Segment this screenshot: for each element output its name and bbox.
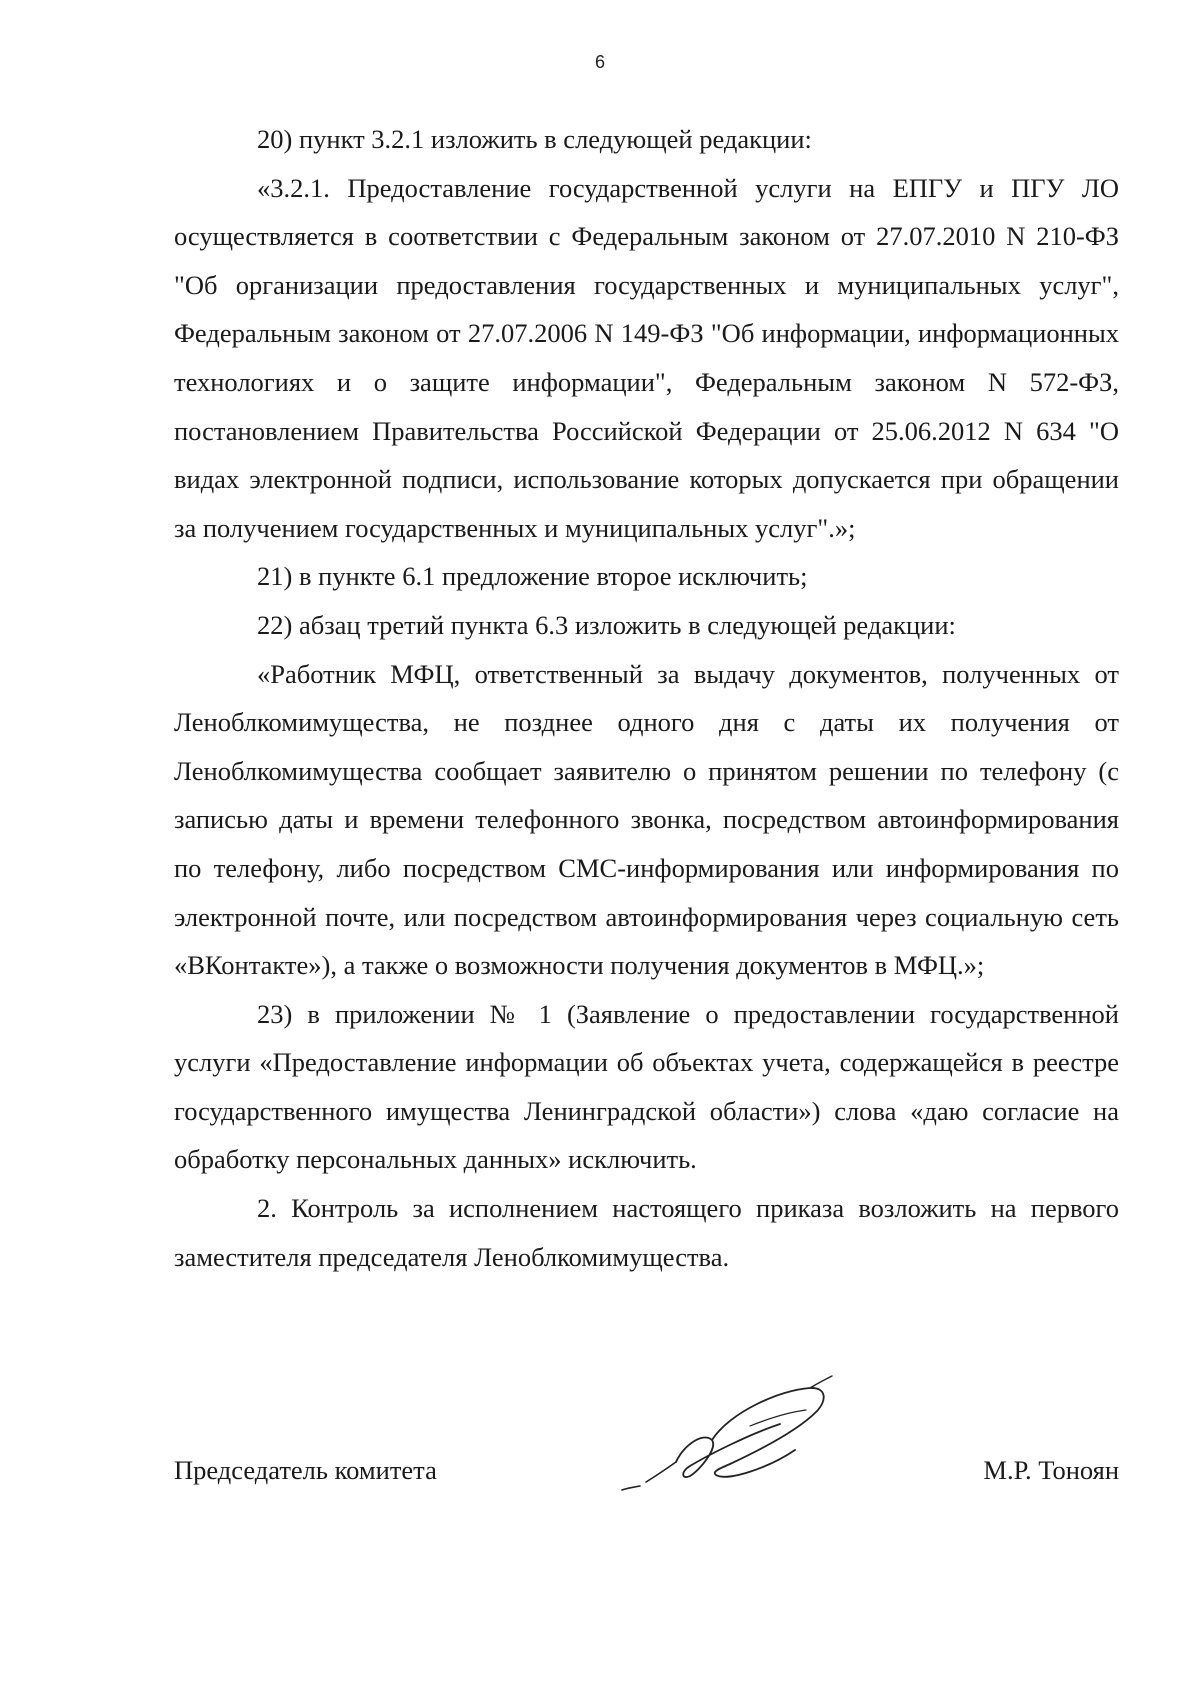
- signer-title: Председатель комитета: [174, 1455, 437, 1485]
- handwritten-signature: [620, 1372, 835, 1502]
- paragraph-item-22: 22) абзац третий пункта 6.3 изложить в следующей редакции:: [257, 609, 956, 640]
- paragraph-item-6-3-text: «Работник МФЦ, ответственный за выдачу документов, полученных от Леноблкомимущества, не позднее одного дня с даты их получения от Леноблкомимущества сообщает заявителю о принятом решении по телефону (с записью даты и времени телефонного звонка, посредством автоинформирования по телефону, либо посредством СМС-информирования или информирования по электронной почте, или посредством автоинформирования через социальную сеть «ВКонтакте»), а также о возможности получения документов в МФЦ.»;: [174, 658, 1119, 981]
- paragraph-item-21: 21) в пункте 6.1 предложение второе исключить;: [257, 561, 808, 592]
- document-body: [174, 115, 1119, 1281]
- paragraph-item-3-2-1-text: «3.2.1. Предоставление государственной услуги на ЕПГУ и ПГУ ЛО осуществляется в соответствии с Федеральным законом от 27.07.2010 N 210-ФЗ "Об организации предоставления государственных и муниципальных услуг", Федеральным законом от 27.07.2006 N 149-ФЗ "Об информации, информационных технологиях и о защите информации", Федеральным законом N 572-ФЗ, постановлением Правительства Российской Федерации от 25.06.2012 N 634 "О видах электронной подписи, использование которых допускается при обращении за получением государственных и муниципальных услуг".»;: [174, 172, 1119, 543]
- signer-name: М.Р. Тоноян: [983, 1455, 1119, 1485]
- paragraph-item-20: 20) пункт 3.2.1 изложить в следующей редакции:: [257, 124, 812, 154]
- paragraph-item-23: 23) в приложении № 1 (Заявление о предоставлении государственной услуги «Предоставление информации об объектах учета, содержащейся в реестре государственного имущества Ленинградской области») слова «даю согласие на обработку персональных данных» исключить.: [174, 998, 1119, 1175]
- page-number: 6: [594, 52, 605, 72]
- paragraph-control-clause: 2. Контроль за исполнением настоящего приказа возложить на первого заместителя председателя Леноблкомимущества.: [174, 1193, 1119, 1272]
